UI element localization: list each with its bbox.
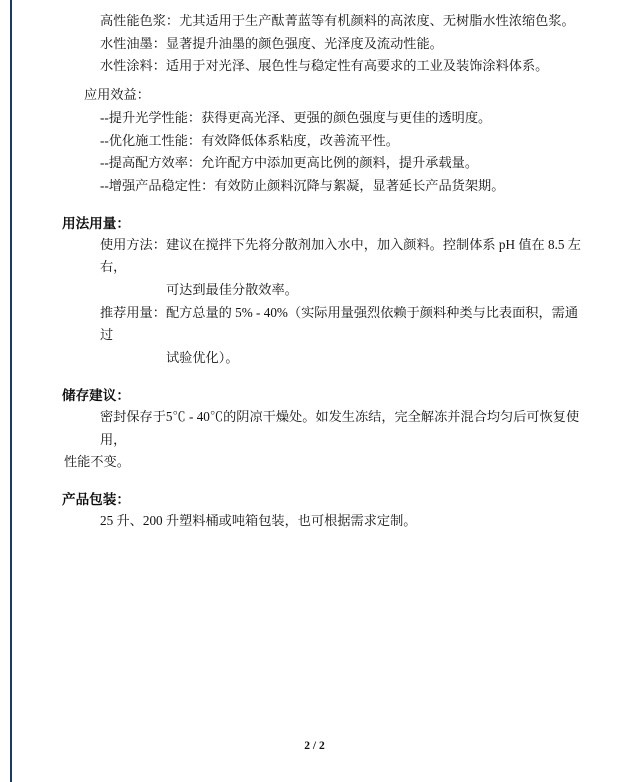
benefit-item-4: --增强产品稳定性：有效防止颜料沉降与絮凝，显著延长产品货架期。 [100, 177, 505, 193]
intro-line-3: 水性涂料：适用于对光泽、展色性与稳定性有高要求的工业及装饰涂料体系。 [100, 58, 549, 74]
left-margin-rule [10, 0, 12, 782]
usage-method-line-1 [40, 234, 589, 279]
intro-section [40, 10, 589, 78]
storage-section [40, 384, 589, 474]
page-number: 2 / 2 [304, 740, 325, 752]
usage-dosage-line-2: 试验优化）。 [166, 350, 239, 366]
usage-dosage-text: 配方总量的 5% - 40%（实际用量强烈依赖于颜料种类与比表面积，需通过 [100, 304, 579, 343]
storage-body [40, 406, 589, 474]
benefit-item-3: --提高配方效率：允许配方中添加更高比例的颜料，提升承载量。 [100, 155, 479, 171]
benefits-heading: 应用效益： [84, 87, 150, 103]
intro-line-2: 水性油墨：显著提升油墨的颜色强度、光泽度及流动性能。 [100, 35, 443, 51]
storage-line-2: 性能不变。 [64, 454, 130, 470]
storage-heading: 储存建议： [62, 387, 130, 403]
usage-method-line-2: 可达到最佳分散效率。 [166, 282, 298, 298]
usage-dosage-line-1 [40, 302, 589, 347]
usage-section [40, 212, 589, 370]
packaging-heading: 产品包装： [62, 491, 130, 507]
usage-method-block [40, 234, 589, 302]
intro-line-1: 高性能色浆：尤其适用于生产酞菁蓝等有机颜料的高浓度、无树脂水性浓缩色浆。 [100, 13, 575, 28]
usage-method-label: 使用方法： [100, 236, 166, 252]
usage-dosage-label: 推荐用量： [100, 304, 166, 320]
benefit-item-1: --提升光学性能：获得更高光泽、更强的颜色强度与更佳的透明度。 [100, 109, 492, 125]
packaging-line-1: 25 升、200 升塑料桶或吨箱包装，也可根据需求定制。 [100, 512, 417, 528]
usage-method-text: 建议在搅拌下先将分散剂加入水中，加入颜料。控制体系 pH 值在 8.5 左右， [100, 236, 581, 275]
packaging-section [40, 488, 589, 533]
usage-dosage-block [40, 302, 589, 370]
storage-line-1: 密封保存于5℃ - 40℃的阴凉干燥处。如发生冻结，完全解冻并混合均匀后可恢复使用， [100, 408, 580, 447]
usage-heading: 用法用量： [62, 215, 130, 231]
benefits-section [40, 84, 589, 198]
packaging-body [40, 510, 589, 533]
benefit-item-2: --优化施工性能：有效降低体系粘度，改善流平性。 [100, 132, 399, 148]
